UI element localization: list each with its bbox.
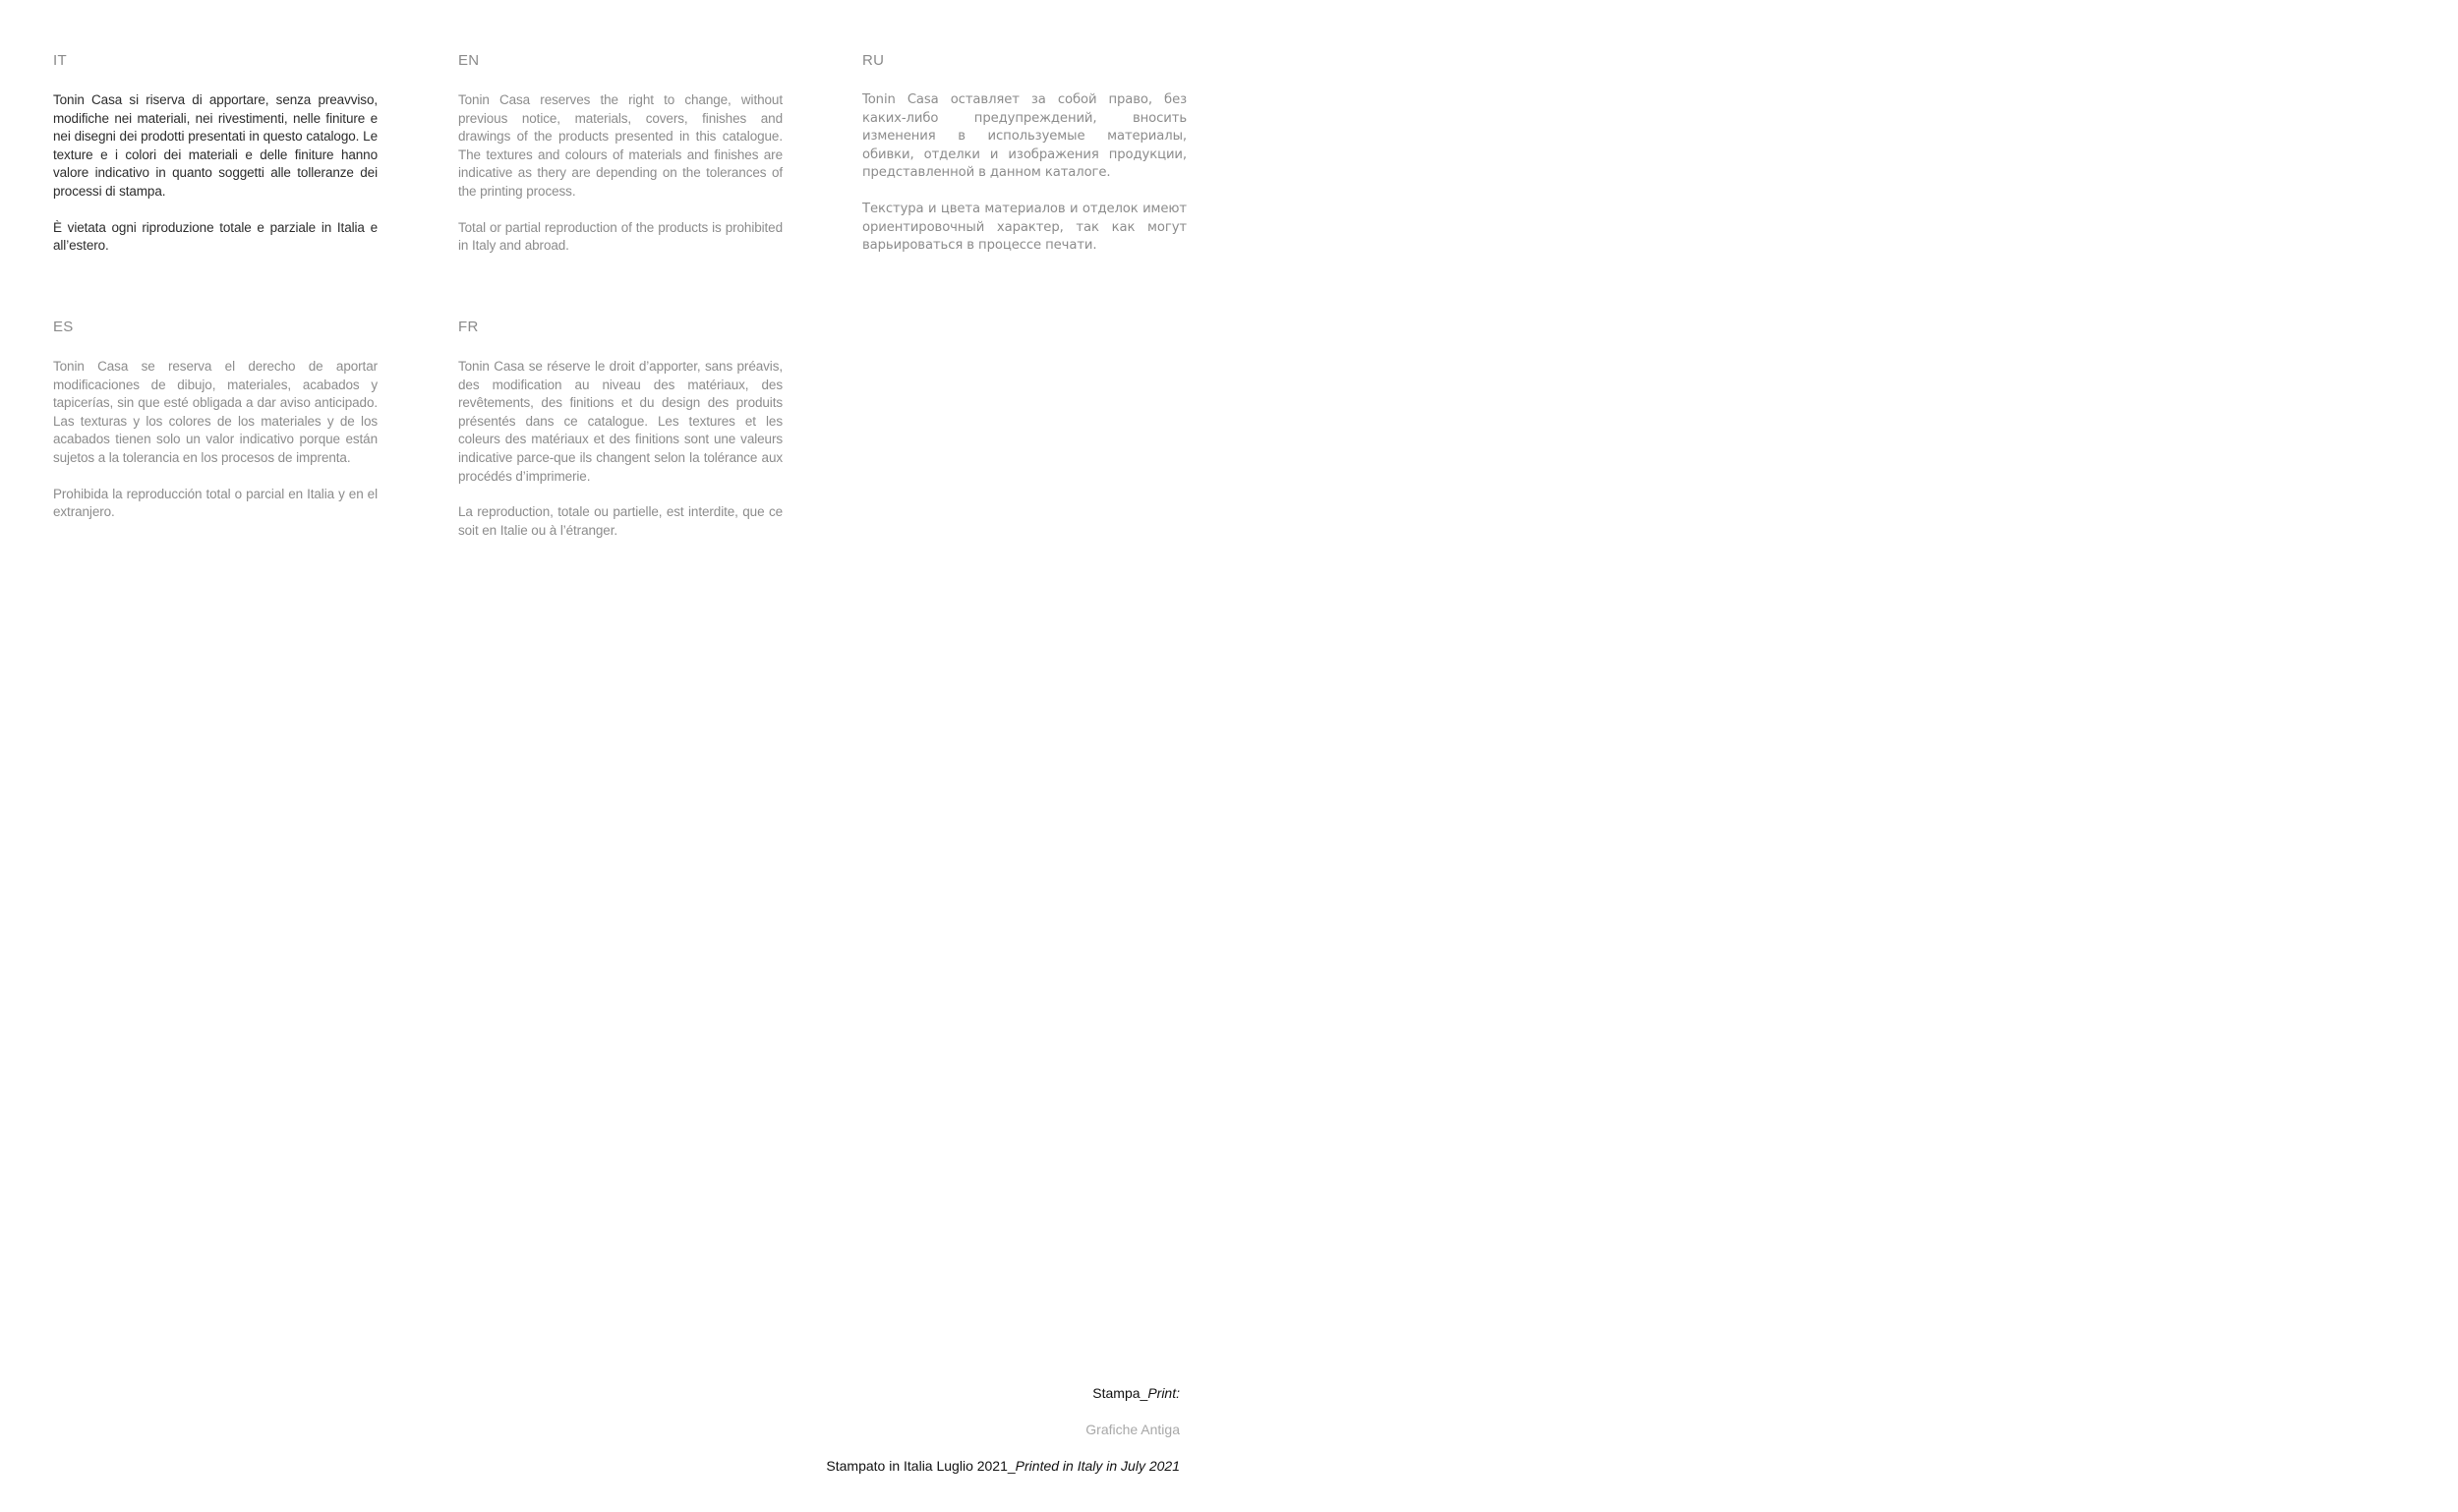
notice-column-fr <box>458 318 783 557</box>
language-code-en: EN <box>458 52 480 69</box>
printed-in-text: Stampato in Italia Luglio 2021_ <box>826 1458 1016 1474</box>
notice-paragraph-en-1: Tonin Casa reserves the right to change, without previous notice, materials, covers, finishes and drawings of the products presented in this catalogue. The textures and colours of materials and finishes are indicative as thery are depending on the tolerances of the printing process. <box>458 92 783 199</box>
notice-paragraph-en-2: Total or partial reproduction of the products is prohibited in Italy and abroad. <box>458 219 783 254</box>
language-code-ru: RU <box>862 52 885 69</box>
notice-column-ru <box>862 51 1187 273</box>
notice-column-en <box>458 51 783 273</box>
printed-in-italic: Printed in Italy in July 2021 <box>1015 1458 1180 1474</box>
notice-paragraph-fr-1: Tonin Casa se réserve le droit d’apporter, sans préavis, des modification au niveau des matériaux, des revêtements, des finitions et du design des produits présentés dans ce catalogue. Les textures et les coleurs des matériaux et des finitions sont une valeurs indicative parce-que ils changent selon la tolérance aux procédés d’imprimerie. <box>458 359 783 484</box>
language-code-es: ES <box>53 319 74 335</box>
printed-in-line <box>826 1458 1180 1474</box>
notice-paragraph-it-2: È vietata ogni riproduzione totale e parziale in Italia e all’estero. <box>53 219 378 254</box>
printer-name: Grafiche Antiga <box>1085 1422 1180 1437</box>
print-label <box>1092 1385 1180 1401</box>
notice-column-it <box>53 51 378 273</box>
language-code-fr: FR <box>458 319 479 335</box>
notice-column-es <box>53 318 378 540</box>
print-label-italic: Print: <box>1147 1385 1180 1401</box>
notice-paragraph-ru-1: Tonin Casa оставляет за собой право, без каких-либо предупреждений, вносить изменения в используемые материалы, обивки, отделки и изображения продукции, представленной в данном каталоге. <box>862 92 1187 181</box>
notice-paragraph-it-1: Tonin Casa si riserva di apportare, senza preavviso, modifiche nei materiali, nei rivestimenti, nelle finiture e nei disegni dei prodotti presentati in questo catalogo. Le texture e i colori dei materiali e delle finiture hanno valore indicativo in quanto soggetti alle tolleranze dei processi di stampa. <box>53 92 378 199</box>
notice-paragraph-es-2: Prohibida la reproducción total o parcial en Italia y en el extranjero. <box>53 486 378 520</box>
print-label-text: Stampa_ <box>1092 1385 1148 1401</box>
notice-paragraph-fr-2: La reproduction, totale ou partielle, est interdite, que ce soit en Italie ou à l’étranger. <box>458 504 783 538</box>
notice-paragraph-es-1: Tonin Casa se reserva el derecho de aportar modificaciones de dibujo, materiales, acabados y tapicerías, sin que esté obligada a dar aviso anticipado. Las texturas y los colores de los materiales y de los acabados tienen solo un valor indicativo porque están sujetos a la tolerancia en los procesos de imprenta. <box>53 359 378 465</box>
language-code-it: IT <box>53 52 67 69</box>
notice-paragraph-ru-2: Текстура и цвета материалов и отделок имеют ориентировочный характер, так как могут варьироваться в процессе печати. <box>862 201 1187 254</box>
